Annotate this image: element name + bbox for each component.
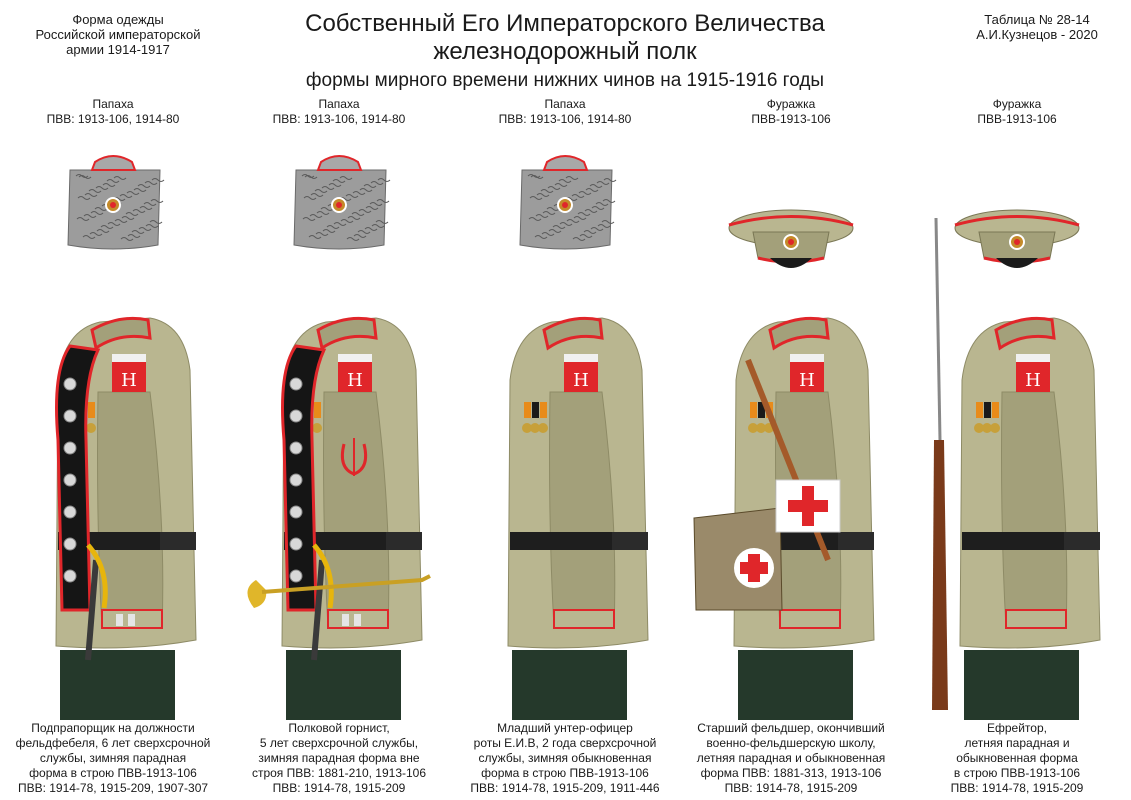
caption-line: летняя парадная и [964, 736, 1070, 750]
uniform-illustration [452, 140, 678, 720]
svg-text:Н: Н [347, 370, 363, 391]
hat-label-line: Фуражка [766, 97, 816, 111]
caption-line: 5 лет сверхсрочной службы, [259, 736, 419, 750]
hat-label [904, 97, 1130, 127]
uniform-figure [508, 318, 648, 720]
caption-line: роты Е.И.В, 2 года сверхсрочной [473, 736, 657, 750]
uniform-column [452, 0, 678, 800]
caption-line: ПВВ: 1914-78, 1915-209 [272, 781, 406, 795]
hat-label-line: Фуражка [992, 97, 1042, 111]
hat-label-line: ПВВ: 1913-106, 1914-80 [46, 112, 180, 126]
caption-line: летняя парадная и обыкновенная [696, 751, 886, 765]
title-line: железнодорожный полк [433, 38, 697, 65]
series-line: Российской императорской [35, 27, 201, 42]
caption-line: военно-фельдшерскую школу, [706, 736, 876, 750]
figure-caption [452, 721, 678, 796]
svg-text:Н: Н [1025, 370, 1041, 391]
hat-label [678, 97, 904, 127]
caption-line: службы, зимняя парадная [39, 751, 187, 765]
caption-line: в строю ПВВ-1913-106 [953, 766, 1081, 780]
uniform-figure [247, 318, 430, 720]
rifle-with-bayonet [932, 218, 948, 710]
uniform-illustration [678, 140, 904, 720]
sleeve-cuff [1006, 610, 1066, 628]
caption-line: строя ПВВ: 1881-210, 1913-106 [251, 766, 427, 780]
caption-line: ПВВ: 1914-78, 1915-209 [950, 781, 1084, 795]
series-line: Форма одежды [72, 12, 164, 27]
peaked-cap [955, 210, 1079, 268]
author-line: А.И.Кузнецов - 2020 [976, 27, 1098, 42]
page-subtitle: формы мирного времени нижних чинов на 1915-1916 годы [305, 70, 825, 91]
caption-line: Полковой горнист, [288, 721, 390, 735]
uniform-illustration [904, 140, 1130, 720]
medal-ribbons [522, 402, 548, 433]
table-number-line: Таблица № 28-14 [984, 12, 1090, 27]
caption-line: фельдфебеля, 6 лет сверхсрочной [15, 736, 211, 750]
figure-caption [226, 721, 452, 796]
papakha-hat [68, 156, 164, 249]
uniform-column [904, 0, 1130, 800]
caption-line: ПВВ: 1914-78, 1915-209, 1907-307 [17, 781, 209, 795]
papakha-hat [294, 156, 390, 249]
sleeve-cuff [780, 610, 840, 628]
trousers [512, 650, 627, 720]
uniform-figure [694, 318, 874, 720]
trousers [964, 650, 1079, 720]
caption-line: Подпрапорщик на должности [31, 721, 195, 735]
uniform-figure [932, 218, 1100, 720]
hat-label [226, 97, 452, 127]
svg-text:Н: Н [573, 370, 589, 391]
caption-line: форма ПВВ: 1881-313, 1913-106 [700, 766, 882, 780]
uniform-illustration [226, 140, 452, 720]
hat-label-line: ПВВ-1913-106 [751, 112, 831, 126]
caption-line: Старший фельдшер, окончивший [697, 721, 885, 735]
uniform-figure [56, 318, 196, 720]
caption-line: зимняя парадная форма вне [258, 751, 420, 765]
uniform-column [226, 0, 452, 800]
hat-label-line: Папаха [544, 97, 586, 111]
title-line: Собственный Его Императорского Величества [305, 10, 825, 37]
peaked-cap [729, 210, 853, 268]
hat-label-line: ПВВ: 1913-106, 1914-80 [272, 112, 406, 126]
uniform-illustration [0, 140, 226, 720]
sleeve [1002, 392, 1067, 628]
hat-label-line: ПВВ-1913-106 [977, 112, 1057, 126]
svg-text:Н: Н [799, 370, 815, 391]
caption-line: ПВВ: 1914-78, 1915-209 [724, 781, 858, 795]
caption-line: обыкновенная форма [956, 751, 1078, 765]
hat-label [0, 97, 226, 127]
sleeve-cuff [554, 610, 614, 628]
svg-text:Н: Н [121, 370, 137, 391]
sleeve [550, 392, 615, 628]
hat-label-line: Папаха [92, 97, 134, 111]
trousers [738, 650, 853, 720]
uniform-column [0, 0, 226, 800]
caption-line: службы, зимняя обыкновенная [478, 751, 652, 765]
figure-caption [0, 721, 226, 796]
caption-line: ПВВ: 1914-78, 1915-209, 1911-446 [470, 781, 660, 795]
caption-line: форма в строю ПВВ-1913-106 [29, 766, 197, 780]
hat-label [452, 97, 678, 127]
figure-caption [678, 721, 904, 796]
papakha-hat [520, 156, 616, 249]
uniform-column [678, 0, 904, 800]
trousers [60, 650, 175, 720]
hat-label-line: Папаха [318, 97, 360, 111]
series-line: армии 1914-1917 [66, 42, 170, 57]
caption-line: Младший унтер-офицер [497, 721, 633, 735]
caption-line: форма в строю ПВВ-1913-106 [481, 766, 649, 780]
hat-label-line: ПВВ: 1913-106, 1914-80 [498, 112, 632, 126]
medal-ribbons [974, 402, 1000, 433]
trousers [286, 650, 401, 720]
figure-caption [904, 721, 1130, 796]
caption-line: Ефрейтор, [987, 721, 1047, 735]
